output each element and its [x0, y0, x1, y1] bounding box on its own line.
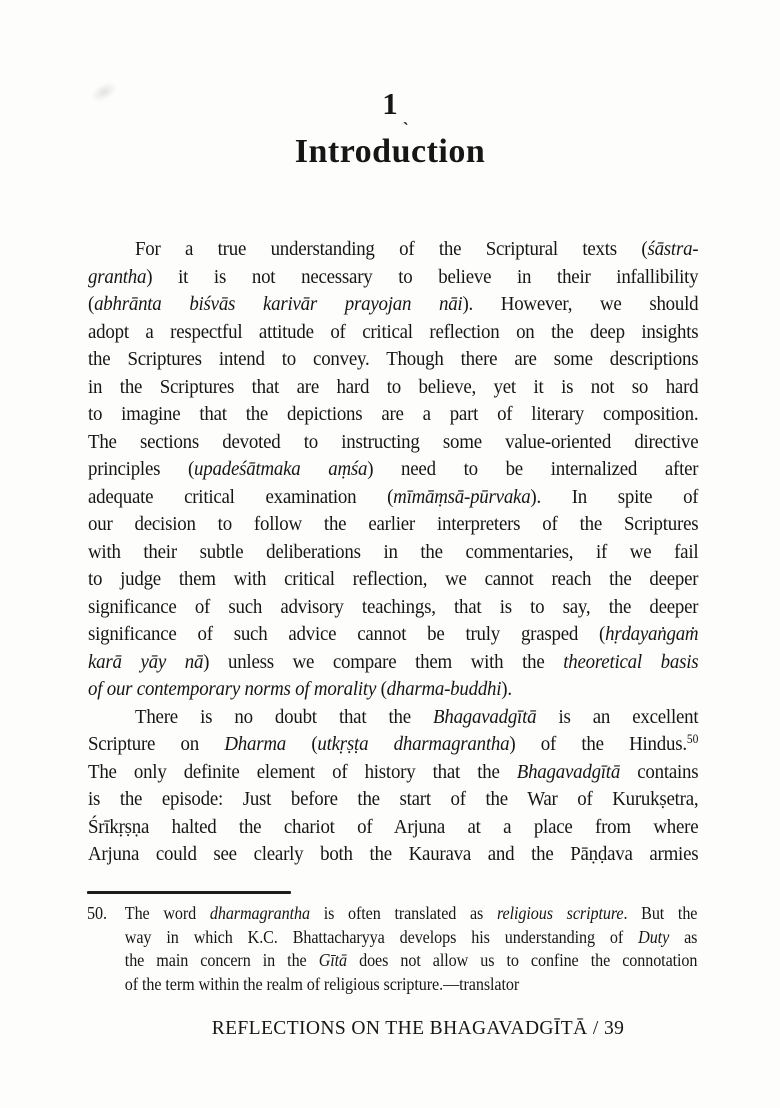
text-line	[88, 511, 698, 539]
text-run: abhrānta biśvās karivār prayojan nāi	[94, 293, 463, 315]
text-line	[88, 649, 698, 677]
text-run: Arjuna could see clearly both the Kaurava and the Pāṇḍava armies	[88, 843, 699, 865]
text-run: utkṛṣṭa dharmagrantha	[317, 733, 510, 755]
text-run: grantha	[88, 265, 147, 288]
text-run: dharma-buddhi	[386, 678, 502, 700]
footnote-separator	[87, 891, 291, 894]
text-run: as	[669, 926, 698, 947]
text-line	[88, 566, 698, 594]
text-run: (	[376, 678, 387, 700]
scan-accent-artifact	[403, 124, 410, 134]
text-run: is an excellent	[536, 705, 699, 728]
text-run: upadeśātmaka aṃśa	[194, 458, 368, 480]
text-run: Dharma	[224, 733, 286, 755]
text-run: There is no doubt that the	[135, 705, 434, 728]
text-line	[88, 319, 698, 347]
text-line	[125, 949, 698, 973]
text-run: . But the	[623, 903, 698, 923]
text-run: is the episode: Just before the start of the War of Kurukṣetra,	[88, 788, 699, 810]
text-line	[88, 539, 698, 567]
text-run: (	[88, 293, 95, 315]
text-run: ) need to be internalized after	[367, 458, 699, 480]
text-run: ) unless we compare them with the	[203, 650, 564, 673]
text-run: ).	[501, 678, 512, 700]
running-footer: REFLECTIONS ON THE BHAGAVADGĪTĀ / 39	[211, 1018, 625, 1039]
text-line	[88, 346, 698, 374]
text-run: the main concern in the	[124, 950, 319, 970]
text-run: The sections devoted to instructing some value-oriented directive	[88, 430, 699, 453]
text-run: hṛdayaṅgaṁ	[605, 623, 699, 645]
text-run: ). In spite of	[530, 485, 699, 508]
text-run: ) of the Hindus.	[509, 733, 687, 755]
text-line	[88, 429, 698, 457]
text-run: to judge them with critical reflection, we cannot reach the deeper	[88, 568, 699, 590]
text-line	[88, 264, 698, 292]
body-text	[88, 236, 698, 869]
text-run: Bhagavadgītā	[516, 760, 621, 783]
text-line	[88, 456, 698, 484]
text-run: does not allow us to confine the connotation	[347, 950, 698, 970]
footnote-ref: 50	[686, 732, 699, 746]
text-run: to imagine that the depictions are a part of literary composition.	[88, 403, 699, 425]
text-run: Śrīkṛṣṇa halted the chariot of Arjuna at a place from where	[88, 815, 699, 838]
text-run: Scripture on	[88, 733, 225, 755]
text-run: contains	[620, 760, 699, 783]
text-run: our decision to follow the earlier interpreters of the Scriptures	[88, 513, 699, 535]
text-run: religious scripture	[496, 903, 624, 923]
text-run: For a true understanding of the Scriptural texts (	[135, 238, 648, 260]
text-run: Bhagavadgītā	[433, 705, 537, 728]
text-line	[88, 484, 698, 512]
text-run: The word	[124, 903, 210, 923]
chapter-title-block	[0, 131, 780, 173]
text-line	[125, 902, 698, 926]
text-run: The only definite element of history that the	[88, 760, 517, 783]
text-run: śāstra-	[647, 238, 699, 260]
text-run: adopt a respectful attitude of critical reflection on the deep insights	[88, 320, 699, 343]
text-run: principles (	[88, 458, 195, 480]
text-line	[88, 374, 698, 402]
text-line	[88, 236, 698, 264]
text-run: Duty	[638, 926, 670, 947]
text-line	[88, 704, 698, 732]
text-line	[88, 786, 698, 814]
text-run: the Scriptures intend to convey. Though there are some descriptions	[88, 348, 699, 370]
text-line	[88, 621, 698, 649]
text-line	[88, 594, 698, 622]
text-run: significance of such advisory teachings, that is to say, the deeper	[88, 595, 699, 618]
text-run: karā yāy nā	[88, 650, 204, 673]
text-run: with their subtle deliberations in the commentaries, if we fail	[88, 540, 699, 563]
text-run: dharmagrantha	[209, 903, 310, 923]
text-run: of the term within the realm of religious scripture.—translator	[124, 973, 520, 994]
text-run: adequate critical examination (	[88, 485, 394, 508]
text-run: is often translated as	[309, 903, 497, 923]
text-line	[88, 814, 698, 842]
footnote	[87, 902, 697, 996]
text-run: ) it is not necessary to believe in their infallibility	[146, 265, 699, 288]
text-line	[125, 973, 698, 997]
text-line	[88, 401, 698, 429]
text-run: significance of such advice cannot be truly grasped (	[88, 623, 606, 645]
text-run: (	[285, 733, 318, 755]
chapter-title: Introduction	[294, 133, 486, 170]
text-run: of our contemporary norms of morality	[88, 678, 377, 700]
text-run: way in which K.C. Bhattacharyya develops his understanding of	[124, 926, 639, 947]
text-line	[88, 759, 698, 787]
text-run: mīmāṃsā-pūrvaka	[393, 485, 531, 508]
chapter-number: 1	[382, 86, 398, 121]
text-line	[88, 841, 698, 869]
text-line	[88, 676, 698, 704]
text-run: Gītā	[318, 950, 348, 970]
text-run: theoretical basis	[563, 650, 699, 673]
text-line	[125, 926, 698, 950]
text-line	[88, 291, 698, 319]
text-line	[88, 731, 698, 759]
footnote-text	[125, 902, 698, 996]
text-run: in the Scriptures that are hard to believe, yet it is not so hard	[88, 375, 699, 398]
text-run: ). However, we should	[462, 293, 699, 315]
footnote-number: 50.	[87, 903, 107, 923]
